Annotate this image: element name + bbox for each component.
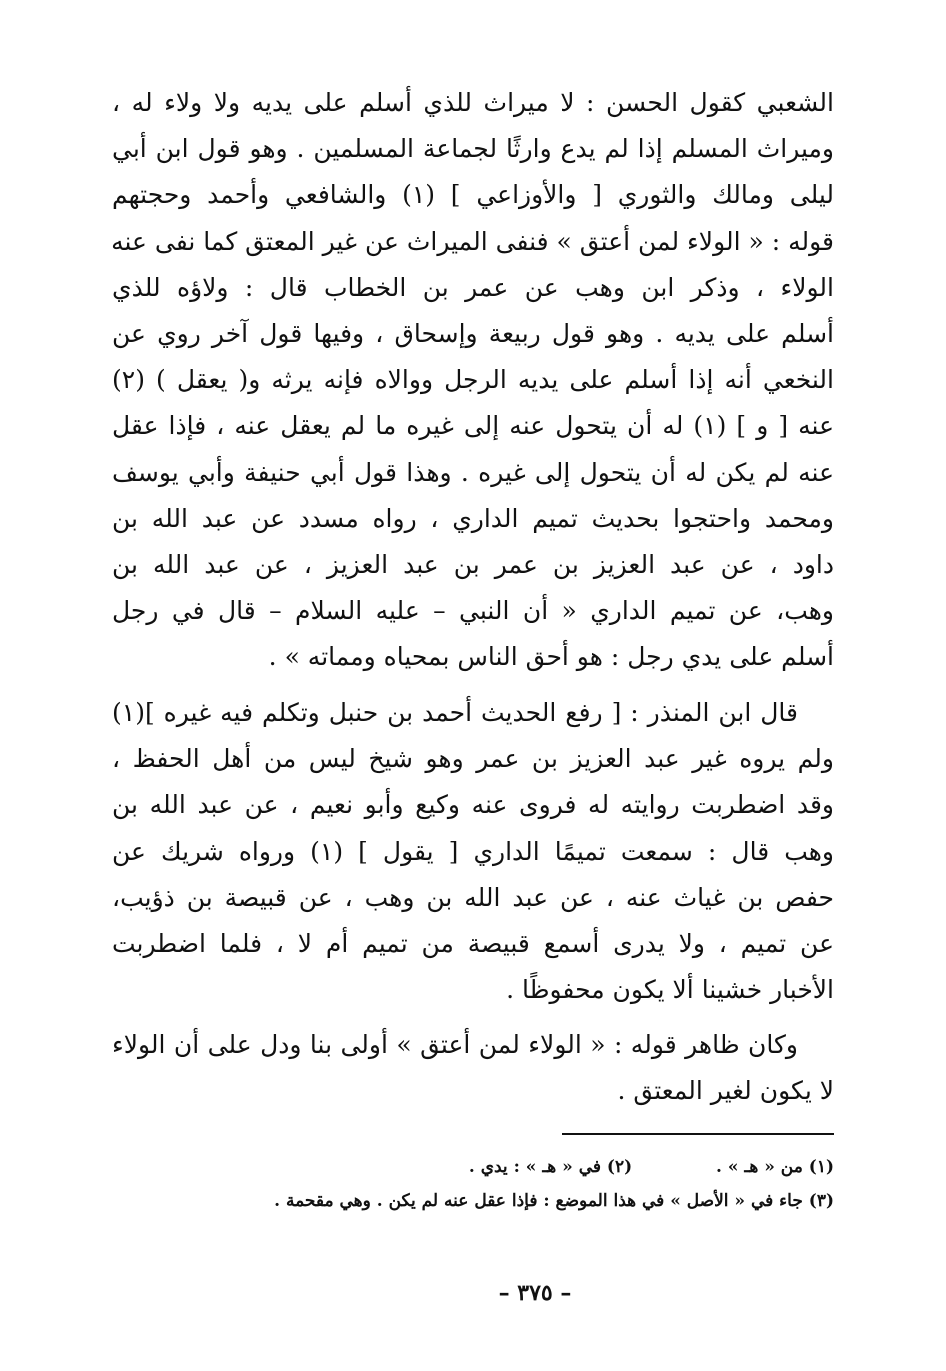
text-line: عنه لم يكن له أن يتحول إلى غيره . وهذا قول أبي حنيفة وأبي يوسف [112, 457, 834, 487]
paragraph-1 [112, 80, 834, 680]
text-line: أسلم على يدي رجل : هو أحق الناس بمحياه ومماته » . [268, 642, 834, 672]
text-line: قال ابن المنذر : [ رفع الحديث أحمد بن حنبل وتكلم فيه غيره ](١) [112, 698, 798, 727]
text-line: لا يكون لغير المعتق . [617, 1076, 834, 1106]
text-line: الولاء ، وذكر ابن وهب عن عمر بن الخطاب قال : ولاؤه للذي [112, 272, 834, 302]
text-line: قوله : « الولاء لمن أعتق » فنفى الميراث عن غير المعتق كما نفى عنه [111, 226, 834, 256]
text-line: النخعي أنه إذا أسلم على يديه الرجل ووالاه فإنه يرثه و( يعقل ) (٢) [112, 365, 834, 395]
text-line: وكان ظاهر قوله : « الولاء لمن أعتق » أولى بنا ودل على أن الولاء [112, 1030, 798, 1059]
text-line: وهب قال : سمعت تميمًا الداري [ يقول ] (١) ورواه شريك عن [112, 836, 834, 866]
text-line: الأخبار خشينا ألا يكون محفوظًا . [506, 975, 834, 1005]
text-line: حفص بن غياث عنه ، عن عبد الله بن وهب ، عن قبيصة بن ذؤيب، [112, 882, 834, 912]
text-line: وهب، عن تميم الداري « أن النبي – عليه السلام – قال في رجل [112, 596, 834, 626]
footnote-2: (٢) في « هـ » : يدي . [468, 1157, 633, 1177]
text-line: وقد اضطربت روايته له فروى عنه وكيع وأبو نعيم ، عن عبد الله بن [112, 790, 834, 820]
paragraph-3 [112, 1022, 834, 1114]
text-line: وميراث المسلم إذا لم يدع وارثًا لجماعة المسلمين . وهو قول ابن أبي [112, 134, 834, 164]
page-number: – ٣٧٥ – [498, 1280, 572, 1306]
text-line: ومحمد واحتجوا بحديث تميم الداري ، رواه مسدد عن عبد الله بن [112, 503, 834, 533]
text-line: عن تميم ، ولا يدرى أسمع قبيصة من تميم أم لا ، فلما اضطربت [112, 928, 834, 958]
footnote-row [112, 1150, 834, 1184]
text-line: أسلم على يديه . وهو قول ربيعة وإسحاق ، وفيها قول آخر روي عن [112, 318, 834, 348]
text-line: ولم يروه غير عبد العزيز بن عمر وهو شيخ ليس من أهل الحفظ ، [112, 744, 834, 774]
text-line: الشعبي كقول الحسن : لا ميراث للذي أسلم على يديه ولا ولاء له ، [112, 88, 834, 117]
paragraph-2 [112, 690, 834, 1013]
text-line: ليلى ومالك والثوري [ والأوزاعي ] (١) والشافعي وأحمد وحجتهم [112, 180, 835, 210]
footnote-1: (١) من « هـ » . [716, 1157, 834, 1177]
footnote-3: (٣) جاء في « الأصل » في هذا الموضع : فإذا عقل عنه لم يكن . وهي مقحمة . [274, 1191, 834, 1211]
text-line: داود ، عن عبد العزيز بن عمر بن عبد العزيز ، عن عبد الله بن [112, 549, 834, 579]
footnotes [112, 1150, 834, 1218]
footnote-divider [562, 1133, 834, 1135]
text-line: عنه [ و ] (١) له أن يتحول عنه إلى غيره ما لم يعقل عنه ، فإذا عقل [112, 411, 835, 441]
